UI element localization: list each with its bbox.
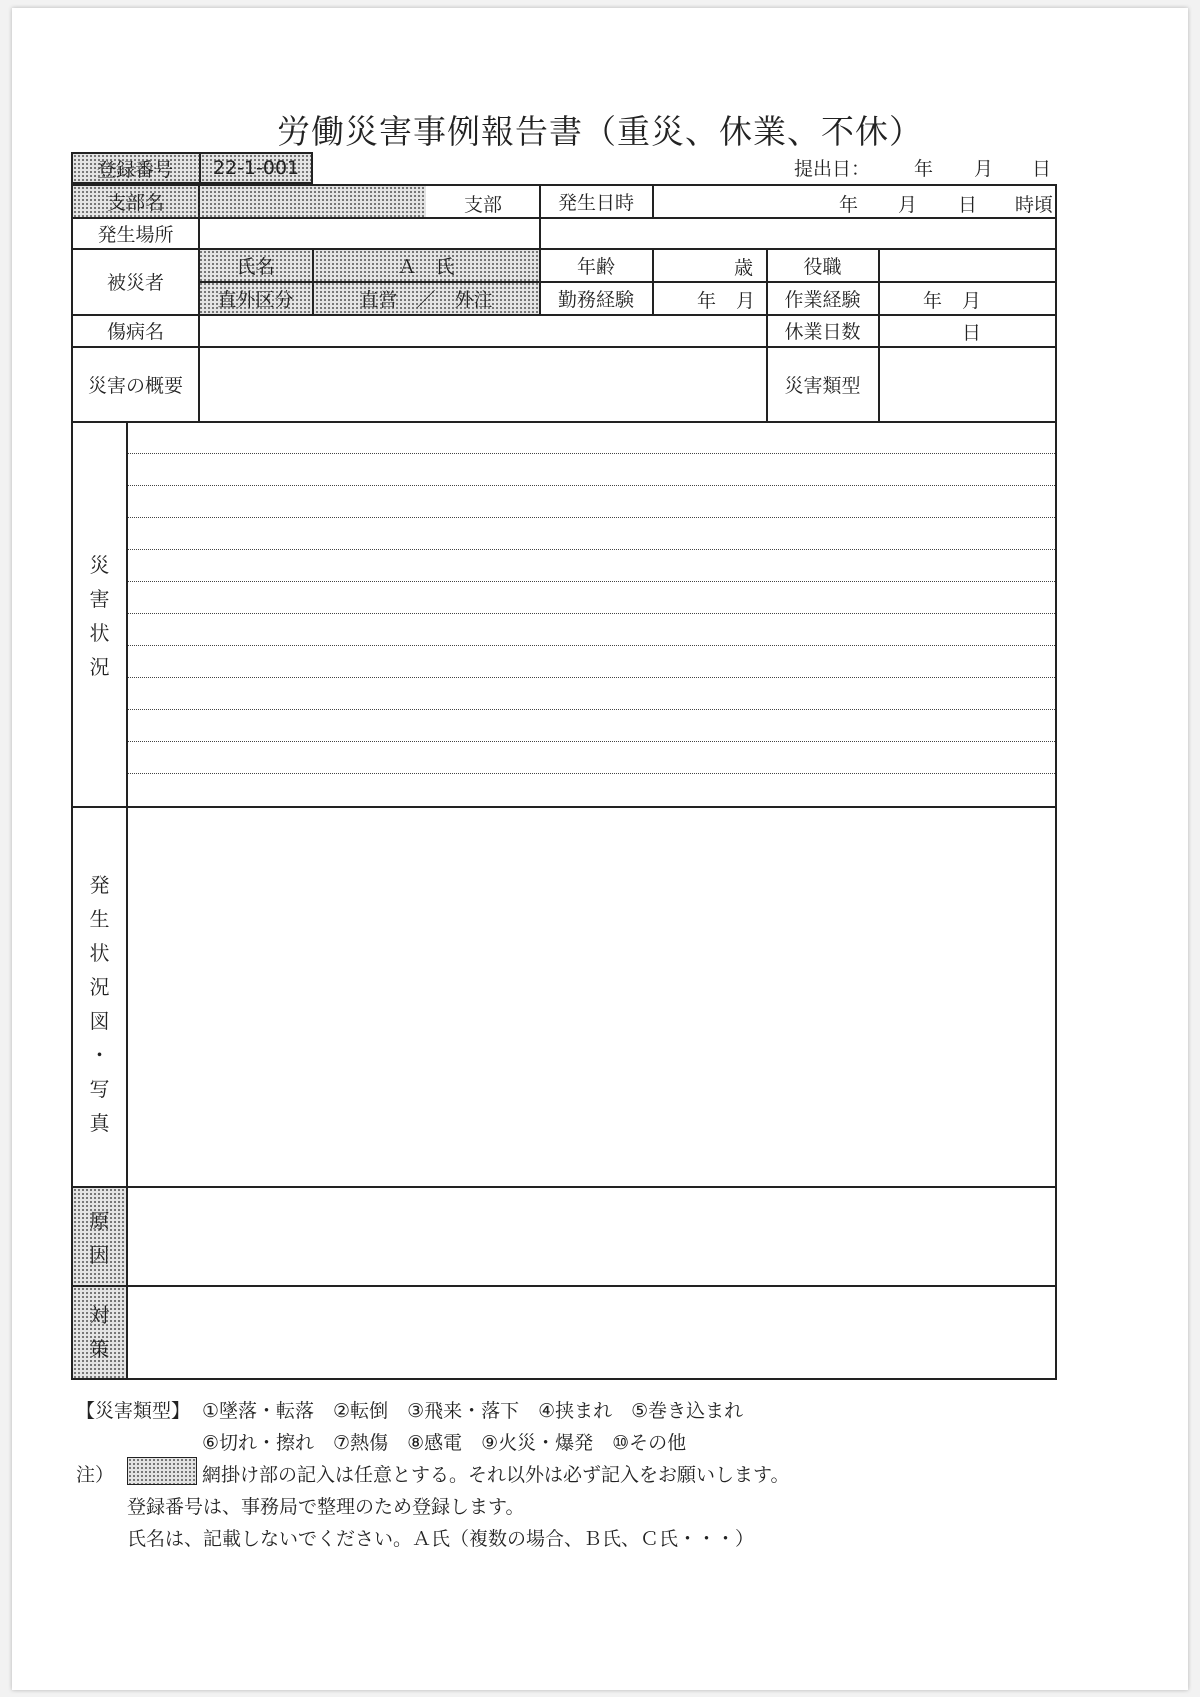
category-label: 直外区分: [217, 288, 294, 311]
summary-input[interactable]: [199, 347, 766, 421]
ruled-line: [128, 613, 1055, 614]
ruled-line: [128, 453, 1055, 454]
name-value[interactable]: Ａ 氏: [397, 255, 455, 278]
service-label: 勤務経験: [557, 288, 634, 311]
service-year: 年: [697, 290, 717, 312]
datetime-day: 日: [958, 194, 978, 216]
age-label: 年齢: [576, 255, 615, 278]
reg-value: 22-1-001: [212, 157, 300, 179]
work-month: 月: [962, 290, 982, 312]
diagram-char: 発: [89, 873, 110, 897]
types-line-2: ⑥切れ・擦れ ⑦熱傷 ⑧感電 ⑨火災・爆発 ⑩その他: [202, 1432, 687, 1454]
datetime-month: 月: [898, 194, 918, 216]
situation-char: 害: [89, 587, 110, 611]
diagram-label: [73, 868, 126, 1140]
diagram-char: 況: [89, 975, 110, 999]
type-label: 災害類型: [784, 374, 861, 397]
injury-input[interactable]: [199, 315, 766, 346]
submit-date-label: 提出日：: [794, 158, 871, 180]
ruled-line: [128, 581, 1055, 582]
injury-label: 傷病名: [106, 321, 164, 343]
ruled-line: [128, 773, 1055, 774]
position-label: 役職: [803, 255, 842, 278]
type-input[interactable]: [880, 347, 1055, 421]
types-line-1: ①墜落・転落 ②転倒 ③飛来・落下 ④挟まれ ⑤巻き込まれ: [202, 1400, 744, 1422]
category-value[interactable]: 直営 ／ 外注: [359, 288, 493, 311]
note-1: 網掛け部の記入は任意とする。それ以外は必ず記入をお願いします。: [202, 1464, 790, 1486]
victim-label: 被災者: [106, 272, 164, 294]
measure-char: 策: [89, 1337, 110, 1361]
measure-area[interactable]: [128, 1287, 1055, 1378]
age-unit: 歳: [734, 257, 754, 279]
summary-label: 災害の概要: [87, 374, 183, 397]
types-label: 【災害類型】: [76, 1400, 191, 1422]
diagram-char: ・: [89, 1043, 110, 1067]
cause-label: [73, 1204, 126, 1272]
measure-label: [73, 1298, 126, 1366]
ruled-line: [128, 709, 1055, 710]
note-label: 注）: [76, 1464, 115, 1486]
diagram-char: 真: [89, 1111, 110, 1135]
name-label: 氏名: [236, 255, 275, 278]
cause-char: 原: [89, 1209, 110, 1233]
report-page: [12, 8, 1188, 1690]
service-month: 月: [736, 290, 756, 312]
situation-char: 状: [89, 621, 110, 645]
situation-writing-area[interactable]: [128, 423, 1055, 806]
note-3: 氏名は、記載しないでください。Ａ氏（複数の場合、Ｂ氏、Ｃ氏・・・）: [127, 1528, 755, 1550]
diagram-char: 生: [89, 907, 110, 931]
leave-label: 休業日数: [784, 321, 861, 343]
submit-day: 日: [1032, 158, 1052, 180]
diagram-area[interactable]: [128, 808, 1055, 1186]
diagram-char: 状: [89, 941, 110, 965]
situation-char: 況: [89, 655, 110, 679]
datetime-time: 時頃: [1015, 194, 1054, 216]
branch-input[interactable]: [199, 186, 426, 217]
shading-sample: [127, 1457, 197, 1485]
leave-unit: 日: [962, 322, 982, 344]
situation-label: [73, 548, 126, 684]
reg-label: 登録番号: [96, 158, 173, 181]
place-label: 発生場所: [97, 223, 174, 246]
work-exp-label: 作業経験: [784, 288, 861, 311]
situation-char: 災: [89, 553, 110, 577]
measure-char: 対: [89, 1303, 110, 1327]
ruled-line: [128, 517, 1055, 518]
branch-suffix: 支部: [464, 194, 503, 216]
note-2: 登録番号は、事務局で整理のため登録します。: [127, 1496, 525, 1518]
diagram-char: 写: [89, 1077, 110, 1101]
ruled-line: [128, 645, 1055, 646]
cause-area[interactable]: [128, 1188, 1055, 1285]
datetime-year: 年: [839, 194, 859, 216]
work-year: 年: [923, 290, 943, 312]
ruled-line: [128, 741, 1055, 742]
cause-char: 因: [89, 1243, 110, 1267]
ruled-line: [128, 485, 1055, 486]
submit-year: 年: [914, 158, 934, 180]
position-input[interactable]: [880, 249, 1055, 281]
ruled-line: [128, 677, 1055, 678]
ruled-line: [128, 549, 1055, 550]
submit-month: 月: [974, 158, 994, 180]
page-title: 労働災害事例報告書（重災、休業、不休）: [277, 112, 923, 151]
place-input[interactable]: [199, 218, 1055, 248]
diagram-char: 図: [89, 1009, 110, 1033]
branch-label: 支部名: [106, 192, 164, 214]
datetime-label: 発生日時: [557, 192, 634, 214]
